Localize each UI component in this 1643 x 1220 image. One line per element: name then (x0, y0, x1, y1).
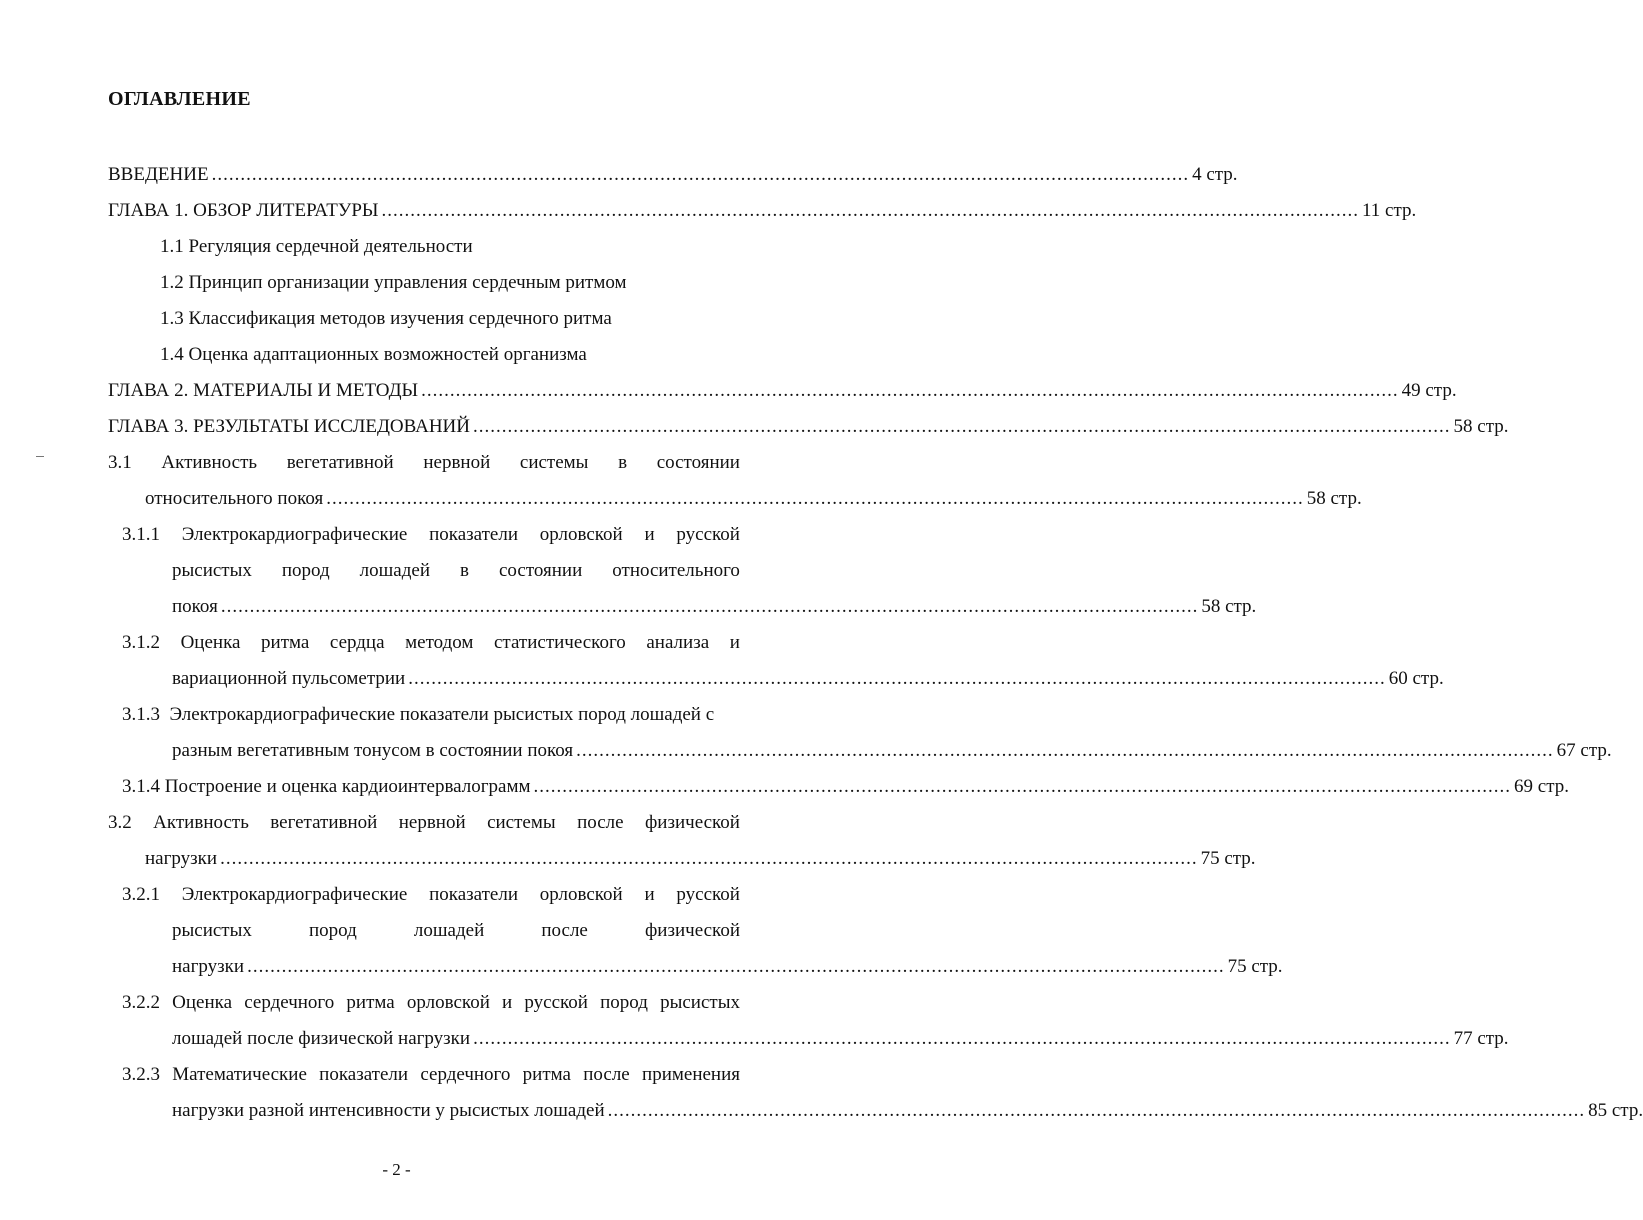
word: системы (487, 812, 556, 833)
word: рысистых (172, 920, 252, 941)
toc-entry-3-1-4[interactable] (122, 775, 1569, 799)
toc-entry-label: разным вегетативным тонусом в состоянии покоя (172, 740, 574, 761)
word: физической (644, 812, 740, 833)
dot-leader: .......................................................................................................................................................................... (421, 380, 1399, 401)
dot-leader: .......................................................................................................................................................................... (220, 596, 1199, 617)
dot-leader: .......................................................................................................................................................................... (408, 668, 1386, 689)
word: и (502, 992, 513, 1013)
toc-entry-page: 60 стр. (1388, 668, 1444, 689)
toc-entry-label: вариационной пульсометрии (172, 668, 406, 689)
word: русской (676, 524, 740, 545)
word: ритма (346, 992, 395, 1013)
toc-entry-1-4[interactable]: 1.4 Оценка адаптационных возможностей организма (160, 344, 587, 365)
toc-entry-3-2-1-line[interactable] (122, 883, 740, 907)
toc-entry-chapter-3[interactable] (108, 415, 1509, 439)
word: нервной (398, 812, 466, 833)
page-number: - 2 - (382, 1160, 411, 1179)
toc-entry-3-2-cont[interactable] (145, 847, 1256, 871)
dot-leader: .......................................................................................................................................................................... (473, 1028, 1451, 1049)
word: орловской (406, 992, 490, 1013)
toc-entry-label: ГЛАВА 2. МАТЕРИАЛЫ И МЕТОДЫ (108, 380, 419, 401)
word: и (729, 632, 740, 653)
toc-entry-3-1-2-cont[interactable] (172, 667, 1444, 691)
toc-entry-3-1-1-cont[interactable] (172, 595, 1257, 619)
word: и (644, 884, 655, 905)
dot-leader: .......................................................................................................................................................................... (607, 1100, 1586, 1121)
dot-leader: .......................................................................................................................................................................... (381, 200, 1359, 221)
word: Оценка (180, 632, 241, 653)
toc-entry-page: 11 стр. (1362, 200, 1417, 221)
word: рысистых (660, 992, 740, 1013)
toc-entry-label: ВВЕДЕНИЕ (108, 164, 209, 185)
word: 3.1 (108, 452, 132, 473)
toc-entry-page: 69 стр. (1514, 776, 1569, 797)
page-title: ОГЛАВЛЕНИЕ (108, 88, 251, 110)
toc-entry-chapter-1[interactable] (108, 199, 1417, 223)
toc-entry-label: Электрокардиографические показатели рысистых пород лошадей с (169, 704, 715, 725)
toc-entry-3-2-2-cont[interactable] (172, 1027, 1509, 1051)
word: пород (309, 920, 357, 941)
toc-entry-3-1-1-line2[interactable] (172, 559, 740, 583)
toc-entry-intro[interactable] (108, 163, 1238, 187)
toc-entry-3-2-2-line[interactable] (122, 991, 740, 1015)
word: после (577, 812, 624, 833)
toc-entry-page: 75 стр. (1227, 956, 1283, 977)
toc-entry-page: 85 стр. (1588, 1100, 1643, 1121)
word: ритма (261, 632, 310, 653)
word: русской (524, 992, 588, 1013)
toc-entry-page: 58 стр. (1306, 488, 1362, 509)
toc-entry-page: 67 стр. (1556, 740, 1612, 761)
word: пород (281, 560, 330, 581)
word: в (460, 560, 469, 581)
section-number: 3.2.2 (122, 992, 160, 1013)
dot-leader: .......................................................................................................................................................................... (533, 776, 1512, 797)
word: Активность (153, 812, 249, 833)
toc-entry-3-2-1-line2[interactable] (172, 919, 740, 943)
word: сердца (329, 632, 385, 653)
word: орловской (539, 524, 623, 545)
toc-entry-page: 58 стр. (1201, 596, 1257, 617)
toc-entry-label: лошадей после физической нагрузки (172, 1028, 471, 1049)
word: Электрокардиографические (181, 524, 408, 545)
toc-entry-label: относительного покоя (145, 488, 324, 509)
toc-entry-3-2-line[interactable] (108, 811, 740, 835)
word: пород (600, 992, 648, 1013)
toc-entry-label: покоя (172, 596, 218, 617)
toc-entry-page: 77 стр. (1453, 1028, 1509, 1049)
word: после (583, 1064, 630, 1085)
word: вегетативной (270, 812, 378, 833)
word: 3.2 (108, 812, 132, 833)
toc-entry-page: 4 стр. (1192, 164, 1238, 185)
section-number: 3.1.3 (122, 704, 160, 725)
section-number: 3.1.2 (122, 632, 160, 653)
toc-entry-page: 49 стр. (1401, 380, 1457, 401)
toc-entry-3-2-1-cont[interactable] (172, 955, 1283, 979)
toc-entry-3-1-1-line[interactable] (122, 523, 740, 547)
dot-leader: .......................................................................................................................................................................... (576, 740, 1554, 761)
section-number: 3.1.4 (122, 776, 160, 797)
word: нервной (423, 452, 491, 473)
toc-entry-3-1-3-line[interactable] (122, 703, 714, 727)
word: русской (676, 884, 740, 905)
word: после (541, 920, 588, 941)
word: лошадей (413, 920, 485, 941)
word: методом (405, 632, 474, 653)
toc-entry-chapter-2[interactable] (108, 379, 1457, 403)
word: статистического (494, 632, 626, 653)
word: лошадей (359, 560, 430, 581)
toc-entry-page: 75 стр. (1200, 848, 1256, 869)
toc-entry-page: 58 стр. (1453, 416, 1509, 437)
word: относительного (612, 560, 740, 581)
section-number: 3.2.3 (122, 1064, 160, 1085)
word: Оценка (172, 992, 233, 1013)
toc-entry-label: ГЛАВА 1. ОБЗОР ЛИТЕРАТУРЫ (108, 200, 379, 221)
dot-leader: .......................................................................................................................................................................... (326, 488, 1304, 509)
toc-entry-1-2[interactable]: 1.2 Принцип организации управления сердечным ритмом (160, 272, 627, 293)
word: вегетативной (286, 452, 394, 473)
word: показатели (429, 884, 519, 905)
section-number: 3.1.1 (122, 524, 160, 545)
word: рысистых (172, 560, 252, 581)
word: Электрокардиографические (181, 884, 408, 905)
dot-leader: .......................................................................................................................................................................... (247, 956, 1225, 977)
word: в (618, 452, 628, 473)
dot-leader: .......................................................................................................................................................................... (220, 848, 1198, 869)
word: показатели (319, 1064, 409, 1085)
margin-mark (36, 456, 44, 457)
section-number: 3.2.1 (122, 884, 160, 905)
toc-entry-label: Построение и оценка кардиоинтервалограмм (164, 776, 531, 797)
word: системы (519, 452, 589, 473)
word: показатели (429, 524, 519, 545)
dot-leader: .......................................................................................................................................................................... (473, 416, 1451, 437)
word: и (644, 524, 655, 545)
toc-entry-3-2-3-cont[interactable] (172, 1099, 1643, 1123)
dot-leader: .......................................................................................................................................................................... (211, 164, 1190, 185)
word: сердечного (420, 1064, 511, 1085)
toc-entry-3-1-2-line[interactable] (122, 631, 740, 655)
word: состоянии (656, 452, 740, 473)
toc-entry-3-1-cont[interactable] (145, 487, 1362, 511)
word: состоянии (498, 560, 583, 581)
toc-entry-label: ГЛАВА 3. РЕЗУЛЬТАТЫ ИССЛЕДОВАНИЙ (108, 416, 471, 437)
word: применения (642, 1064, 740, 1085)
toc-entry-3-1-line[interactable] (108, 451, 740, 475)
word: ритма (522, 1064, 571, 1085)
word: орловской (539, 884, 623, 905)
toc-entry-label: нагрузки разной интенсивности у рысистых лошадей (172, 1100, 605, 1121)
word: анализа (646, 632, 710, 653)
toc-entry-label: нагрузки (145, 848, 218, 869)
word: физической (645, 920, 740, 941)
word: сердечного (244, 992, 335, 1013)
toc-entry-1-1[interactable]: 1.1 Регуляция сердечной деятельности (160, 236, 473, 257)
word: Активность (161, 452, 258, 473)
word: Математические (172, 1064, 307, 1085)
toc-entry-1-3[interactable]: 1.3 Классификация методов изучения сердечного ритма (160, 308, 612, 329)
toc-entry-label: нагрузки (172, 956, 245, 977)
toc-entry-3-1-3-cont[interactable] (172, 739, 1612, 763)
toc-entry-3-2-3-line[interactable] (122, 1063, 740, 1087)
